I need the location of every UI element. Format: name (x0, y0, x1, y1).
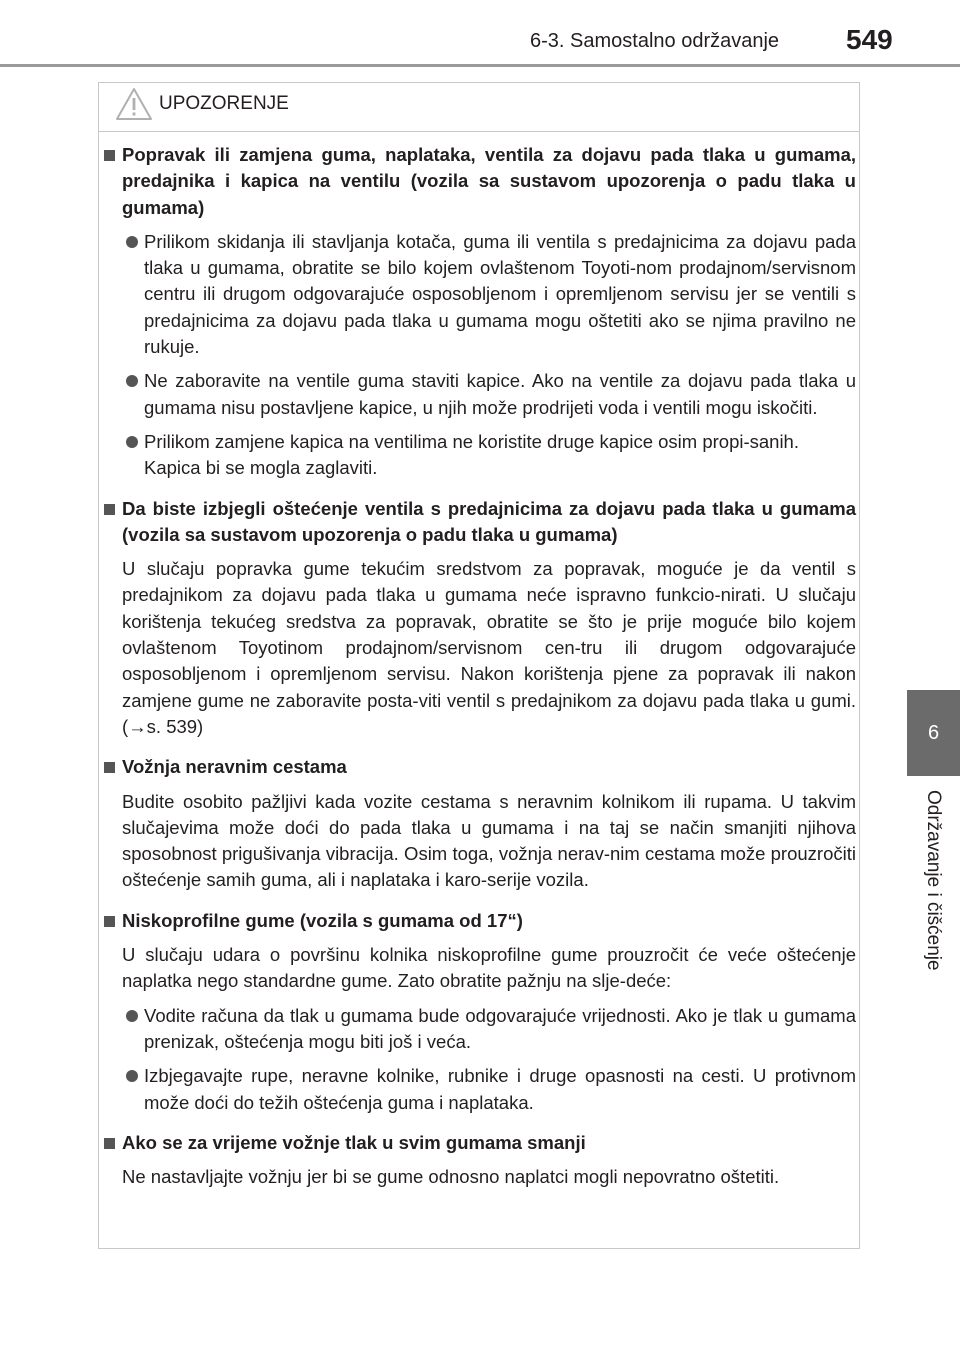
warning-triangle-icon (115, 87, 153, 121)
bullet-item: Vodite računa da tlak u gumama bude odgovarajuće vrijednosti. Ako je tlak u gumama prenizak, oštećenja mogu biti još i veća. (104, 1003, 856, 1056)
section-heading: Vožnja neravnim cestama (104, 754, 856, 780)
page-number: 549 (846, 24, 893, 55)
section-paragraph: Ne nastavljajte vožnju jer bi se gume odnosno naplatci mogli nepovratno oštetiti. (122, 1166, 780, 1188)
warning-title: UPOZORENJE (159, 93, 289, 114)
section-heading: Niskoprofilne gume (vozila s gumama od 17“) (104, 908, 856, 934)
bullet-item: Izbjegavajte rupe, neravne kolnike, rubnike i druge opasnosti na cesti. U protivnom može doći do težih oštećenja guma i naplataka. (104, 1063, 856, 1116)
section-heading: Ako se za vrijeme vožnje tlak u svim gumama smanji (104, 1130, 856, 1156)
chapter-number: 6 (927, 721, 940, 744)
bullet-item (104, 429, 856, 482)
chapter-label: Održavanje i čišćenje (923, 790, 944, 971)
warning-content (104, 142, 856, 1198)
chapter-tab (907, 690, 960, 776)
section-paragraph: U slučaju popravka gume tekućim sredstvom za popravak, moguće je da ventil s predajnikom za dojavu pada tlaka u gumama neće ispravno funkcio-nirati. U slučaju korištenja tekućeg sredstva za popravak, obratite se što je prije moguće bilo kojem ovlaštenom Toyotinom prodajnom/servisnom cen-tru ili drugom odgovarajuće osposobljenom i opremljenom servisu. Nakon korištenja pjene za popravak ili nakon zamjene gume ne zaboravite posta-viti ventil s predajnikom za dojavu pada tlaka u gumi. (→s. 539) (122, 558, 856, 737)
bullet-line: Prilikom zamjene kapica na ventilima ne koristite druge kapice osim propi-sanih. (144, 430, 799, 452)
bullet-line: Kapica bi se mogla zaglaviti. (144, 457, 378, 479)
section-heading: Da biste izbjegli oštećenje ventila s predajnicima za dojavu pada tlaka u gumama (vozila sa sustavom upozorenja o padu tlaka u gumama) (104, 496, 856, 549)
bullet-item: Ne zaboravite na ventile guma staviti kapice. Ako na ventile za dojavu pada tlaka u gumama nisu postavljene kapice, u njih može prodrijeti voda i ventili mogu iskočiti. (104, 368, 856, 421)
section-paragraph: Budite osobito pažljivi kada vozite cestama s neravnim kolnikom ili rupama. U takvim slučajevima može doći do pada tlaka u gumama i na taj se način smanjiti njihova sposobnost prigušivanja vibracija. Osim toga, vožnja nerav-nim cestama može prouzročiti oštećenje samih guma, ali i naplataka i karo-serije vozila. (122, 790, 856, 891)
bullet-item: Prilikom skidanja ili stavljanja kotača, guma ili ventila s predajnicima za dojavu pada tlaka u gumama, obratite se bilo kojem ovlaštenom Toyoti-nom prodajnom/servisnom centru ili drugom odgovarajuće osposobljenom i opremljenom servisu jer se ventili s predajnicima za dojavu pada tlaka u gumama mogu oštetiti ako se njima pravilno ne rukuje. (104, 229, 856, 360)
section-title: 6-3. Samostalno održavanje (530, 30, 780, 52)
section-heading: Popravak ili zamjena guma, naplataka, ventila za dojavu pada tlaka u gumama, predajnika i kapica na ventilu (vozila sa sustavom upozorenja o padu tlaka u gumama) (104, 142, 856, 221)
header-divider (0, 64, 960, 67)
warning-header (99, 83, 859, 132)
section-paragraph: U slučaju udara o površinu kolnika niskoprofilne gume prouzročit će veće oštećenje naplatka nego standardne gume. Zato obratite pažnju na slje-deće: (122, 944, 856, 992)
